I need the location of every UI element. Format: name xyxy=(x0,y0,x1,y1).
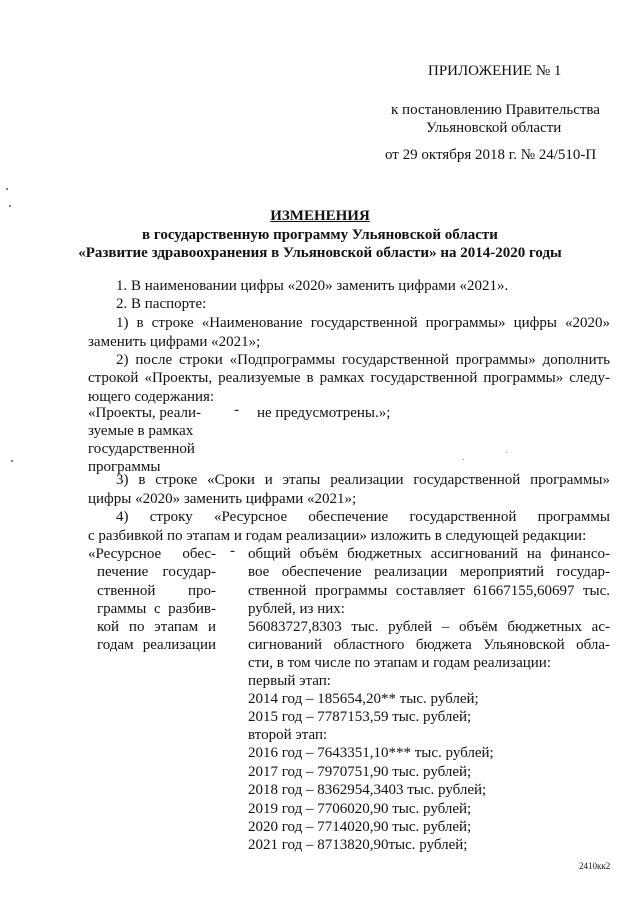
title-subline-program: в государственную программу Ульяновской области xyxy=(142,227,498,243)
resource-label-line: годам реализации xyxy=(97,637,216,653)
item-2-4-word: обеспечение xyxy=(308,509,389,525)
projects-value: не предусмотрены.»; xyxy=(257,405,391,421)
item-2-1-line2: заменить цифрами «2021»; xyxy=(88,334,261,350)
scan-speck xyxy=(11,460,13,462)
resource-value-line: общий объём бюджетных ассигнований на финансо- xyxy=(248,546,610,562)
resource-value-line: 2020 год – 7714020,90 тыс. рублей; xyxy=(248,819,472,835)
resource-value-line: 2017 год – 7970751,90 тыс. рублей; xyxy=(248,764,472,780)
appendix-heading: ПРИЛОЖЕНИЕ № 1 xyxy=(428,63,562,79)
title-subline-name: «Развитие здравоохранения в Ульяновской области» на 2014-2020 годы xyxy=(78,245,562,261)
region-name: Ульяновской области xyxy=(426,120,562,136)
item-2-4-line2: с разбивкой по этапам и годам реализации» изложить в следующей редакции: xyxy=(88,528,587,544)
resource-value-line: ственной программы составляет 61667155,60697 тыс. xyxy=(248,583,610,599)
item-2-1-line1: 1) в строке «Наименование государственной программы» цифры «2020» xyxy=(116,315,610,331)
document-code: 2410кк2 xyxy=(579,861,611,871)
resolution-reference: к постановлению Правительства xyxy=(391,102,600,118)
item-1: 1. В наименовании цифры «2020» заменить цифрами «2021». xyxy=(116,278,509,294)
projects-label-line: государственной xyxy=(88,441,195,457)
item-2-4-word: государственной xyxy=(409,509,517,525)
resource-value-line: рублей, из них: xyxy=(248,601,345,617)
item-2-4-line1 xyxy=(116,508,610,527)
scan-speck xyxy=(6,188,8,190)
resource-dash: - xyxy=(230,543,235,559)
resource-label-line: печение государ- xyxy=(97,564,216,580)
item-2-4-word: программы xyxy=(537,509,610,525)
projects-label-line: зуемые в рамках xyxy=(88,423,194,439)
resource-value-line: сигнований областного бюджета Ульяновской обла- xyxy=(248,637,610,653)
resource-value-line: 2018 год – 8362954,3403 тыс. рублей; xyxy=(248,782,487,798)
resource-value-line: второй этап: xyxy=(248,727,328,743)
resource-label-line: ственной про- xyxy=(97,583,216,599)
item-2-2-line1: 2) после строки «Подпрограммы государственной программы» дополнить xyxy=(116,352,610,368)
resource-value-line: 2021 год – 8713820,90тыс. рублей; xyxy=(248,837,468,853)
item-2-4-word: «Ресурсное xyxy=(213,509,288,525)
item-2-4-word: 4) xyxy=(116,509,129,525)
resource-label-line: «Ресурсное обес- xyxy=(88,546,216,562)
item-2: 2. В паспорте: xyxy=(116,296,207,312)
item-2-4-word: строку xyxy=(149,509,193,525)
resource-value-line: 2019 год – 7706020,90 тыс. рублей; xyxy=(248,801,472,817)
resolution-date-number: от 29 октября 2018 г. № 24/510-П xyxy=(385,147,597,163)
scan-speck xyxy=(463,459,464,460)
resource-label-line: кой по этапам и xyxy=(97,619,216,635)
scan-speck xyxy=(506,452,507,453)
scan-speck xyxy=(9,205,11,207)
item-2-3-line1: 3) в строке «Сроки и этапы реализации государственной программы» xyxy=(116,472,610,488)
projects-dash: - xyxy=(234,402,239,418)
resource-value-line: 2016 год – 7643351,10*** тыс. рублей; xyxy=(248,745,494,761)
resource-value-line: вое обеспечение реализации мероприятий государ- xyxy=(248,564,610,580)
item-2-2-line2: строкой «Проекты, реализуемые в рамках государственной программы» следу- xyxy=(88,370,610,386)
resource-value-line: 2015 год – 7787153,59 тыс. рублей; xyxy=(248,709,472,725)
resource-value-line: первый этап: xyxy=(248,673,331,689)
projects-label-line: программы xyxy=(88,459,161,475)
item-2-3-line2: цифры «2020» заменить цифрами «2021»; xyxy=(88,491,357,507)
resource-value-line: 2014 год – 185654,20** тыс. рублей; xyxy=(248,691,479,707)
resource-label-line: граммы с разбив- xyxy=(97,601,216,617)
document-title: ИЗМЕНЕНИЯ xyxy=(270,208,370,224)
projects-label-line: «Проекты, реали- xyxy=(88,405,202,421)
item-2-2-line3: ющего содержания: xyxy=(88,389,215,405)
resource-value-line: сти, в том числе по этапам и годам реализации: xyxy=(248,655,551,671)
resource-value-line: 56083727,8303 тыс. рублей – объём бюджетных ас- xyxy=(248,619,610,635)
